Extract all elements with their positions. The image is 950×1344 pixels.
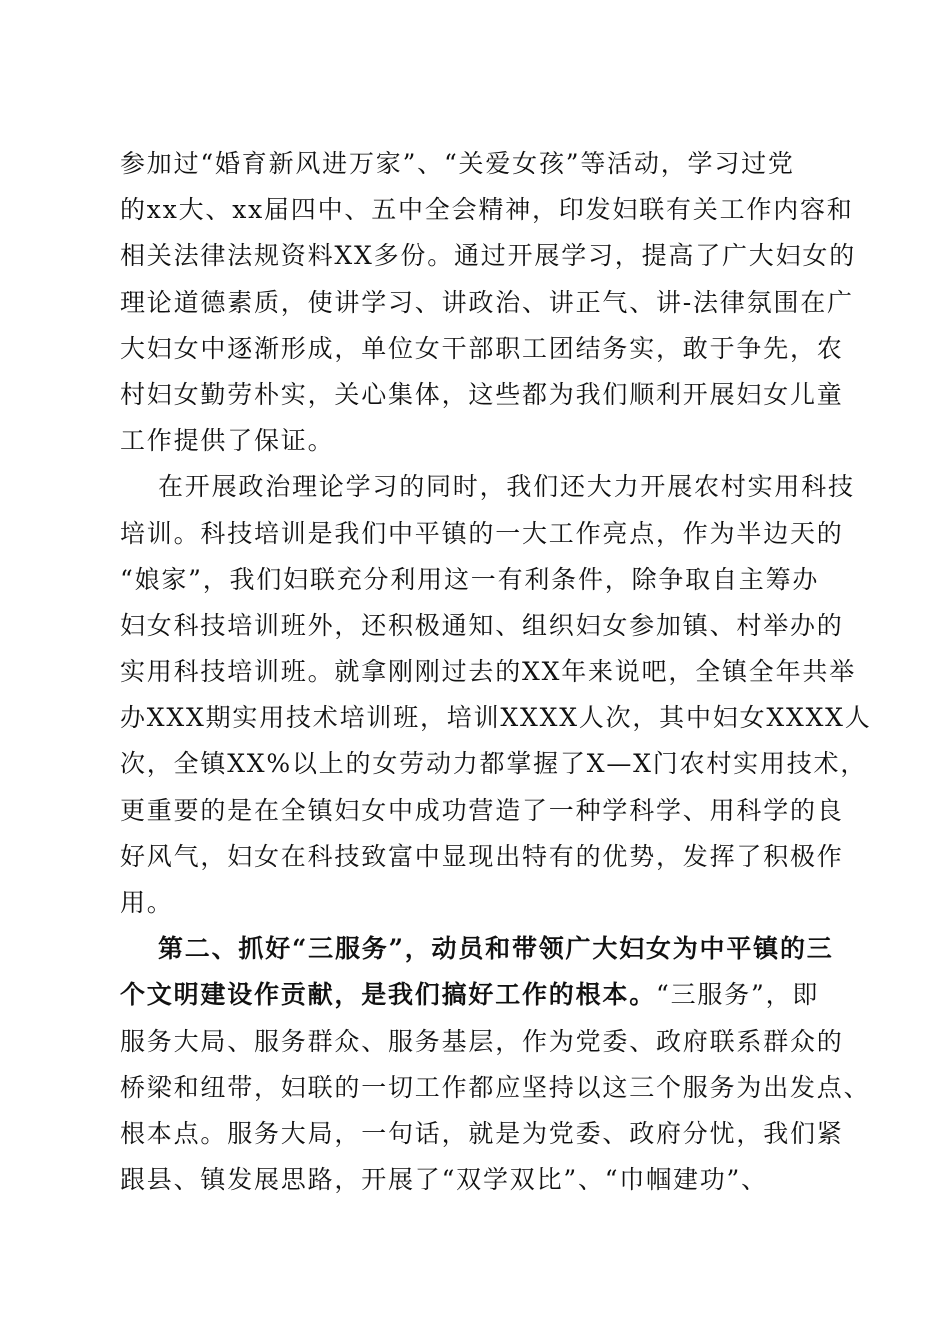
paragraph-2-line: 好风气，妇女在科技致富中显现出特有的优势，发挥了积极作 [120,841,844,871]
paragraph-2-line: 实用科技培训班。就拿刚刚过去的XX年来说吧，全镇全年共举 [120,657,856,687]
paragraph-2-line: 在开展政治理论学习的同时，我们还大力开展农村实用科技 [158,472,855,502]
document-body [120,141,872,1203]
paragraph-2-line: 更重要的是在全镇妇女中成功营造了一种学科学、用科学的良 [120,795,844,825]
paragraph-1-line: 大妇女中逐渐形成，单位女干部职工团结务实，敢于争先，农 [120,333,844,363]
paragraph-2-line: 培训。科技培训是我们中平镇的一大工作亮点，作为半边天的 [120,518,844,548]
paragraph-3-heading-line: 第二、抓好“三服务”，动员和带领广大妇女为中平镇的三 [158,934,834,964]
paragraph-3-line: 桥梁和纽带，妇联的一切工作都应坚持以这三个服务为出发点、 [120,1072,871,1102]
paragraph-2-line: 妇女科技培训班外，还积极通知、组织妇女参加镇、村举办的 [120,610,844,640]
paragraph-1-line: 的xx大、xx届四中、五中全会精神，印发妇联有关工作内容和 [120,195,854,225]
paragraph-2-line: “娘家”，我们妇联充分利用这一有利条件，除争取自主筹办 [120,564,820,594]
paragraph-3-heading-tail: 个文明建设作贡献，是我们搞好工作的根本。 [120,980,657,1010]
paragraph-3-line: 根本点。服务大局，一句话，就是为党委、政府分忧，我们紧 [120,1118,844,1148]
paragraph-1-line: 工作提供了保证。 [120,426,335,456]
paragraph-1-line: 村妇女勤劳朴实，关心集体，这些都为我们顺利开展妇女儿童 [120,379,844,409]
paragraph-2-line: 办XXX期实用技术培训班，培训XXXX人次，其中妇女XXXX人 [120,703,872,733]
paragraph-1-line: 相关法律法规资料XX多份。通过开展学习，提高了广大妇女的 [120,241,856,271]
paragraph-2-line: 次，全镇XX%以上的女劳动力都掌握了X—X门农村实用技术， [120,749,868,779]
paragraph-3-line: 服务大局、服务群众、服务基层，作为党委、政府联系群众的 [120,1026,844,1056]
paragraph-3-line: 跟县、镇发展思路，开展了“双学双比”、“巾帼建功”、 [120,1165,768,1195]
paragraph-1-line: 参加过“婚育新风进万家”、“关爱女孩”等活动，学习过党 [120,149,795,178]
paragraph-1-line: 理论道德素质，使讲学习、讲政治、讲正气、讲-法律氛围在广 [120,287,854,317]
paragraph-2-line: 用。 [120,888,174,917]
paragraph-3-line-tail: “三服务”，即 [656,980,820,1010]
paragraph-3-mixed-line [120,972,830,1018]
